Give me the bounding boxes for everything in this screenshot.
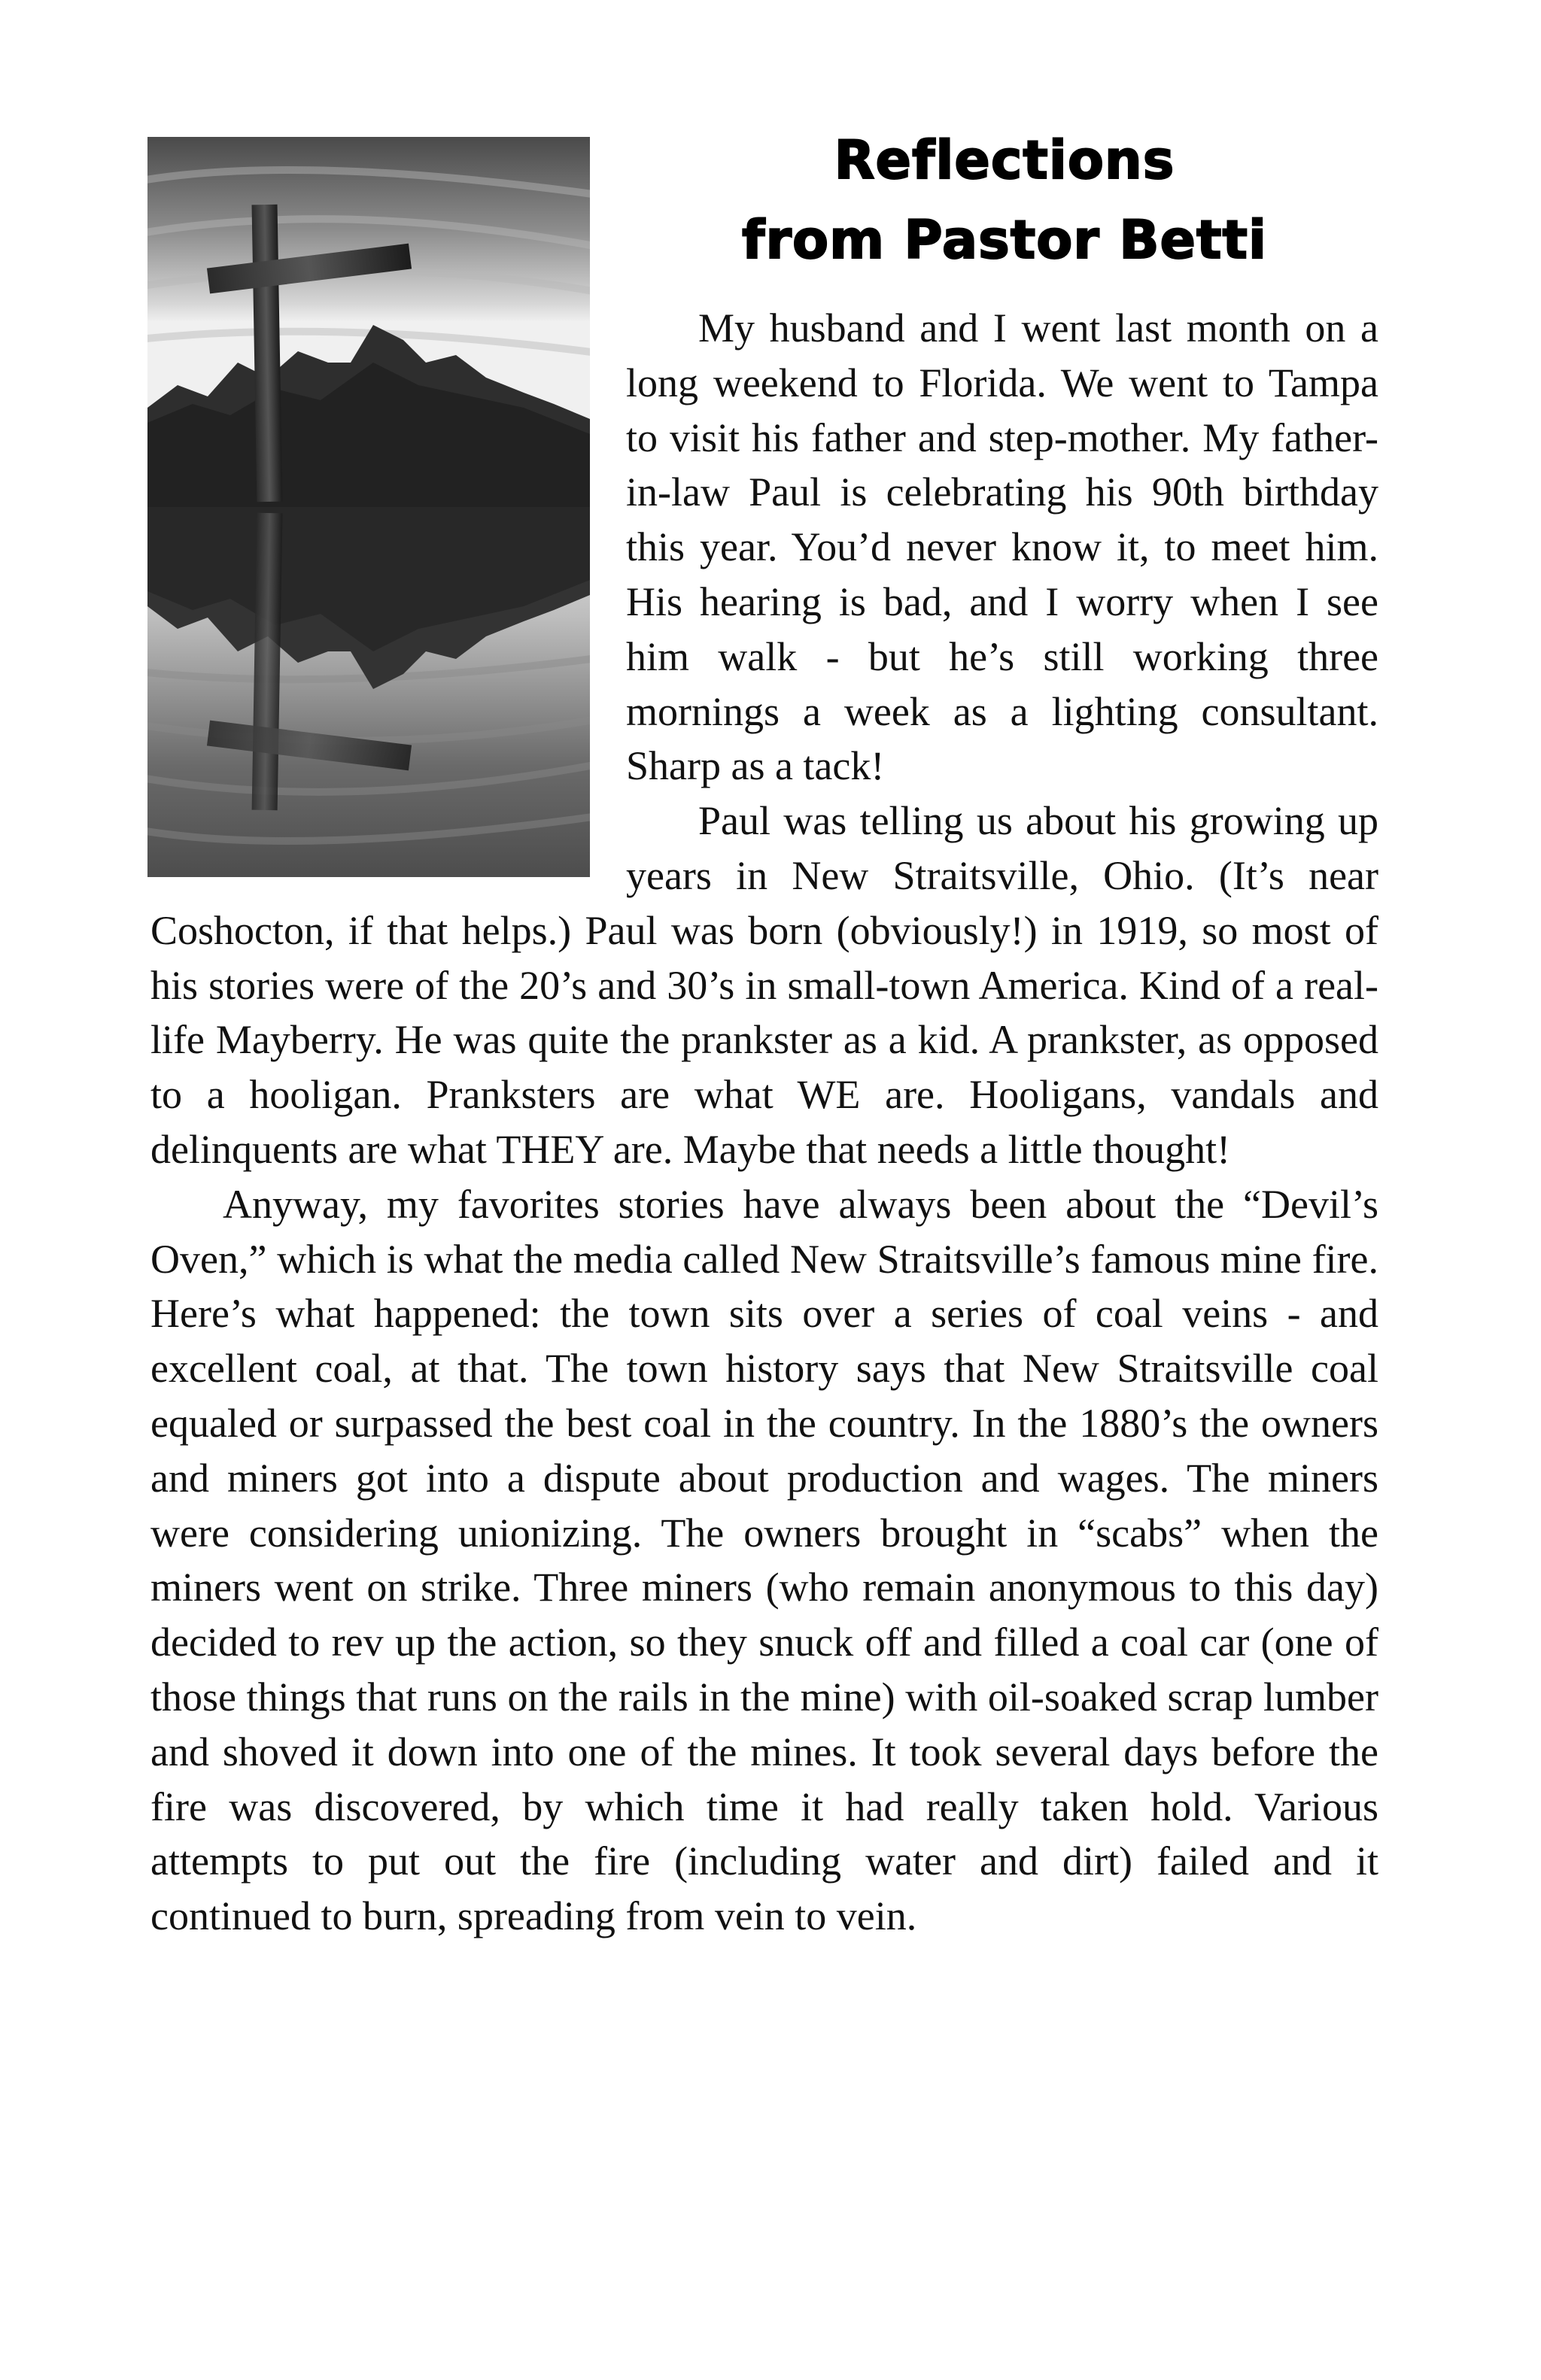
title-line-2: from Pastor Betti [742, 209, 1267, 271]
image-wrap-spacer [150, 301, 626, 886]
title-line-1: Reflections [834, 129, 1175, 191]
article-title [625, 120, 1384, 280]
paragraph-1: My husband and I went last month on a long weekend to Florida. We went to Tampa to visit his father and step-mother. My father-in-law Paul is celebrating his 90th birthday this year. You’d never know it, to meet him. His hearing is bad, and I worry when I see him walk - but he’s still working three mornings a week as a lighting consultant. Sharp as a tack! [626, 305, 1378, 789]
paragraph-3: Anyway, my favorites stories have always been about the “Devil’s Oven,” which is what the media called New Straitsville’s famous mine fire. Here’s what happened: the town sits over a series of coal veins - and excellent coal, at that. The town history says that New Straitsville coal equaled or surpassed the best coal in the country. In the 1880’s the owners and miners got into a dispute about production and wages. The miners were considering unionizing. The owners brought in “scabs” when the miners went on strike. Three miners (who remain anonymous to this day) decided to rev up the action, so they snuck off and filled a coal car (one of those things that runs on the rails in the mine) with oil-soaked scrap lumber and shoved it down into one of the mines. It took several days before the fire was discovered, by which time it had really taken hold. Various attempts to put out the fire (including water and dirt) failed and it continued to burn, spreading from vein to vein. [150, 1181, 1378, 1939]
paragraph-2: Paul was telling us about his growing up years in New Straitsville, Ohio. (It’s near Coshocton, if that helps.) Paul was born (obviously!) in 1919, so most of his stories were of the 20’s and 30’s in small-town America. Kind of a real-life Mayberry. He was quite the prankster as a kid. A prankster, as opposed to a hooligan. Pranksters are what WE are. Hooligans, vandals and delinquents are what THEY are. Maybe that needs a little thought! [150, 798, 1378, 1172]
article-body [150, 301, 1378, 1944]
